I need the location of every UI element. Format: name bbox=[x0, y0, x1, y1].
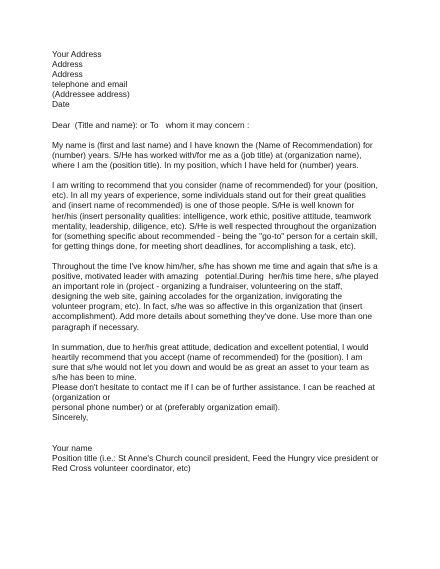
paragraph-line: paragraph if necessary. bbox=[52, 321, 139, 332]
paragraph-line: designing the web site, gaining accolades for the organization, invigorating the bbox=[52, 291, 343, 302]
paragraph-recommendation bbox=[52, 180, 400, 251]
paragraph-line: volunteer program, etc). In fact, s/he was so affective in this organization that (insert bbox=[52, 301, 363, 312]
paragraph-line: etc). In all my years of experience, some individuals stand out for their great qualities bbox=[52, 190, 366, 201]
paragraph-line: accomplishment). Add more details about something they've done. Use more than one bbox=[52, 311, 373, 322]
salutation-line: Dear (Title and name): or To whom it may concern : bbox=[52, 119, 250, 130]
sender-line: telephone and email bbox=[52, 79, 128, 90]
paragraph-summation bbox=[52, 342, 400, 423]
paragraph-line: for (something specific about recommended - being the "go-to" person for a certain skill, bbox=[52, 230, 378, 241]
sender-line: Address bbox=[52, 59, 83, 70]
paragraph-line: s/he has been to mine. bbox=[52, 372, 137, 382]
paragraph-accomplishments bbox=[52, 261, 400, 332]
signature-block bbox=[52, 443, 400, 473]
paragraph-line: her/his (insert personality qualities: intelligence, work ethic, positive attitude, teamwork bbox=[52, 210, 372, 221]
sender-address-block bbox=[52, 49, 400, 110]
paragraph-line: Please don't hesitate to contact me if I can be of further assistance. I can be reached at bbox=[52, 382, 375, 393]
paragraph-line: (number) years. S/He has worked with/for me as a (job title) at (organization name), bbox=[52, 149, 362, 160]
paragraph-introduction bbox=[52, 140, 400, 170]
closing-line: Sincerely, bbox=[52, 412, 89, 423]
paragraph-line: (organization or bbox=[52, 392, 111, 403]
sender-line: Address bbox=[52, 69, 83, 80]
paragraph-line: heartily recommend that you accept (name of recommended) for the (position). I am bbox=[52, 351, 363, 362]
salutation bbox=[52, 120, 400, 130]
paragraph-line: sure that s/he would not let you down and would be as great an asset to your team as bbox=[52, 361, 370, 372]
signature-title: Position title (i.e.: St Anne's Church council president, Feed the Hungry vice president or bbox=[52, 452, 379, 463]
paragraph-line: an important role in (project - organizing a fundraiser, volunteering on the staff, bbox=[52, 281, 343, 292]
sender-line: Date bbox=[52, 99, 70, 110]
paragraph-line: mentality, leadership, diligence, etc). S/He is well respected throughout the organization bbox=[52, 220, 377, 231]
sender-line: (Addressee address) bbox=[52, 89, 130, 100]
sender-line: Your Address bbox=[52, 49, 102, 59]
paragraph-line: Throughout the time I've know him/her, s/he has shown me time and again that s/he is a bbox=[52, 260, 378, 271]
signature-name: Your name bbox=[52, 442, 93, 453]
paragraph-line: I am writing to recommend that you consider (name of recommended) for your (position, bbox=[52, 180, 378, 191]
paragraph-line: where I am the (position title). In my position, which I have held for (number) years. bbox=[52, 160, 359, 171]
paragraph-line: My name is (first and last name) and I have known the (Name of Recommendation) for bbox=[52, 139, 373, 150]
paragraph-line: positive, motivated leader with amazing potential.During her/his time here, s/he played bbox=[52, 271, 379, 282]
paragraph-line: personal phone number) or at (preferably organization email). bbox=[52, 402, 281, 413]
signature-title: Red Cross volunteer coordinator, etc) bbox=[52, 462, 191, 473]
paragraph-line: and (insert name of recommended) is one of those people. S/He is well known for bbox=[52, 200, 355, 211]
paragraph-line: In summation, due to her/his great attitude, dedication and excellent potential, I would bbox=[52, 341, 369, 352]
paragraph-line: for getting things done, for meeting short deadlines, for accomplishing a task, etc). bbox=[52, 240, 356, 251]
